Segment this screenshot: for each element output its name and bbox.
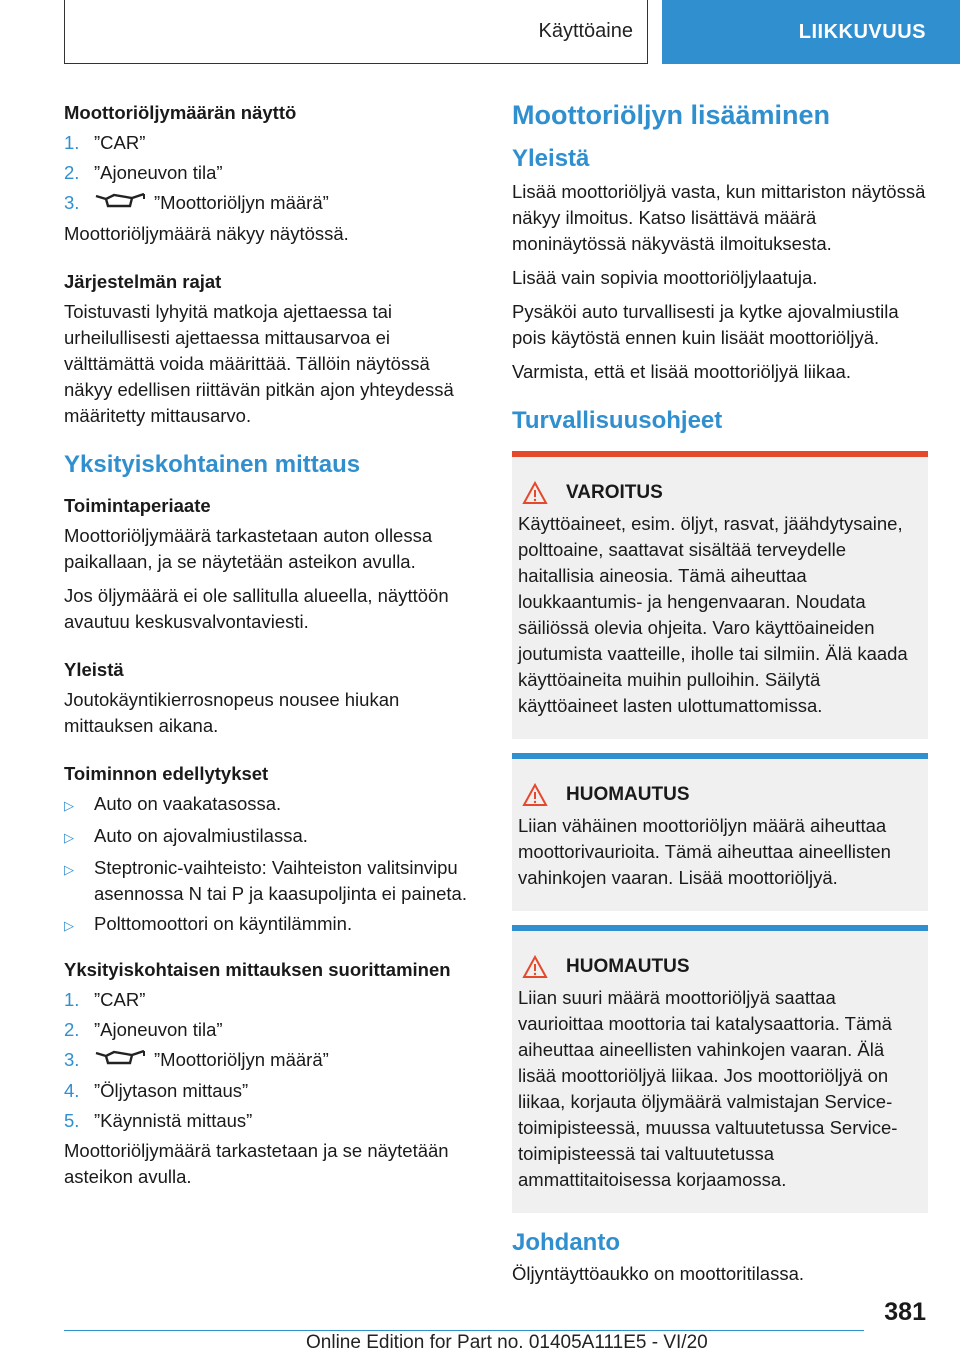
- list-item: [64, 1108, 482, 1134]
- list-text: ”Ajoneuvon tila”: [94, 1019, 223, 1040]
- list-number: 1.: [64, 989, 80, 1010]
- warning-title: VAROITUS: [566, 482, 663, 503]
- principle-title: Toimintaperiaate: [64, 495, 211, 516]
- list-text: ”CAR”: [94, 989, 146, 1010]
- principle-p1: Moottoriöljymäärä tarkastetaan auton ollessa paikallaan, ja se näytetään asteikon avulla.: [64, 525, 433, 572]
- list-number: 2.: [64, 1019, 80, 1040]
- perform-note: Moottoriöljymäärä tarkastetaan ja se näytetään asteikon avulla.: [64, 1140, 449, 1187]
- warning-box: [512, 451, 928, 739]
- warning-text: Käyttöaineet, esim. öljyt, rasvat, jäähdytysaine, polttoaine, saattavat sisältää terveydelle haitallisia aineosia. Tämä aiheuttaa loukkaantumis- ja hengenvaaran. Noudata säiliössä olevia ohjeita. Varo käyttöaineiden joutumista vaatteille, iholle tai silmiin. Älä kaada käyttöaineita muihin pulloihin. Säilytä käyttöaineet lasten ulottumattomissa.: [518, 513, 908, 716]
- left-column: [64, 100, 482, 1198]
- header-section-label: Käyttöaine: [538, 20, 633, 42]
- list-item: [64, 160, 482, 186]
- right-general-p1: Lisää moottoriöljyä vasta, kun mittariston näytössä näkyy ilmoitus. Katso lisättävä määrä moninäytössä näkyvästä ilmoituksesta.: [512, 181, 926, 254]
- list-text: ”Käynnistä mittaus”: [94, 1110, 253, 1131]
- list-text: Auto on vaakatasossa.: [94, 793, 282, 814]
- bullet-triangle-icon: ▷: [64, 918, 74, 933]
- intro-heading: Johdanto: [512, 1229, 620, 1256]
- requirements-title: Toiminnon edellytykset: [64, 763, 269, 784]
- list-item: [64, 190, 482, 217]
- page-number: 381: [884, 1298, 926, 1326]
- footer-edition: Online Edition for Part no. 01405A111E5 - VI/20: [306, 1332, 708, 1353]
- oil-can-icon: [94, 190, 146, 217]
- right-general-p3: Pysäköi auto turvallisesti ja kytke ajovalmiustila pois käytöstä ennen kuin lisäät moottoriöljyä.: [512, 301, 899, 348]
- list-item: [64, 791, 482, 819]
- perform-title: Yksityiskohtaisen mittauksen suorittaminen: [64, 959, 451, 980]
- right-general-p4: Varmista, että et lisää moottoriöljyä liikaa.: [512, 361, 851, 382]
- bullet-triangle-icon: ▷: [64, 862, 74, 877]
- limits-text: Toistuvasti lyhyitä matkoja ajettaessa tai urheilullisesti ajettaessa mittausarvoa ei välttämättä voida määrittää. Tällöin näytössä näkyy edellisen riittävän pitkän ajon yhteydessä määritetty mittausarvo.: [64, 301, 454, 426]
- list-item: [64, 823, 482, 851]
- list-item: [64, 130, 482, 156]
- warning-triangle-icon: [522, 481, 548, 505]
- caution-text: Liian vähäinen moottoriöljyn määrä aiheuttaa moottorivaurioita. Tämä aiheuttaa aineellisten vahinkojen vaaran. Lisää moottoriöljyä.: [518, 815, 891, 888]
- page-title: Moottoriöljyn lisääminen: [512, 100, 831, 130]
- safety-heading: Turvallisuusohjeet: [512, 407, 723, 434]
- list-text: ”Ajoneuvon tila”: [94, 162, 223, 183]
- list-item: [64, 1017, 482, 1043]
- caution-title: HUOMAUTUS: [566, 784, 690, 805]
- limits-title: Järjestelmän rajat: [64, 271, 222, 292]
- list-text: ”CAR”: [94, 132, 146, 153]
- header-section-box: [64, 0, 648, 64]
- caution-box: [512, 753, 928, 911]
- detailed-heading: Yksityiskohtainen mittaus: [64, 451, 361, 478]
- oil-can-icon: [94, 1047, 146, 1074]
- caution-triangle-icon: [522, 783, 548, 807]
- caution-title: HUOMAUTUS: [566, 956, 690, 977]
- list-text: Auto on ajovalmiustilassa.: [94, 825, 308, 846]
- caution-text: Liian suuri määrä moottoriöljyä saattaa vaurioittaa moottoria tai katalysaattoria. Tämä aiheuttaa aineellisten vahinkojen vaaran. Älä lisää moottoriöljyä liikaa. Jos moottoriöljyä on liikaa, korjauta öljymäärä valmistajan Service-toimipisteessä, muussa valtuutetussa Service-toimipisteessä tai valtuutetussa ammattitaitoisessa korjaamossa.: [518, 987, 898, 1190]
- list-item: [64, 911, 482, 939]
- list-item: [64, 987, 482, 1013]
- list-item: [64, 1078, 482, 1104]
- list-number: 5.: [64, 1110, 80, 1131]
- bullet-triangle-icon: ▷: [64, 830, 74, 845]
- header-chapter-tab[interactable]: [662, 0, 960, 64]
- list-number: 2.: [64, 162, 80, 183]
- right-general-heading: Yleistä: [512, 145, 590, 172]
- list-text: ”Öljytason mittaus”: [94, 1080, 249, 1101]
- general-title: Yleistä: [64, 659, 124, 680]
- display-title: Moottoriöljymäärän näyttö: [64, 102, 297, 123]
- list-number: 1.: [64, 132, 80, 153]
- intro-text: Öljyntäyttöaukko on moottoritilassa.: [512, 1263, 805, 1284]
- general-text: Joutokäyntikierrosnopeus nousee hiukan mittauksen aikana.: [64, 689, 400, 736]
- list-text: ”Moottoriöljyn määrä”: [154, 192, 329, 213]
- caution-box: [512, 925, 928, 1213]
- list-item: [64, 855, 482, 907]
- list-number: 4.: [64, 1080, 80, 1101]
- list-number: 3.: [64, 1049, 80, 1070]
- right-column: [512, 100, 928, 1295]
- list-text: Steptronic-vaihteisto: Vaihteiston valitsinvipu asennossa N tai P ja kaasupoljinta ei paineta.: [94, 857, 467, 904]
- caution-triangle-icon: [522, 955, 548, 979]
- list-number: 3.: [64, 192, 80, 213]
- bullet-triangle-icon: ▷: [64, 798, 74, 813]
- header-chapter-label: LIIKKUVUUS: [798, 20, 926, 43]
- principle-p2: Jos öljymäärä ei ole sallitulla alueella, näyttöön avautuu keskusvalvontaviesti.: [64, 585, 449, 632]
- display-note: Moottoriöljymäärä näkyy näytössä.: [64, 223, 349, 244]
- right-general-p2: Lisää vain sopivia moottoriöljylaatuja.: [512, 267, 818, 288]
- list-text: ”Moottoriöljyn määrä”: [154, 1049, 329, 1070]
- list-text: Polttomoottori on käyntilämmin.: [94, 913, 353, 934]
- footer-divider: [64, 1330, 864, 1331]
- list-item: [64, 1047, 482, 1074]
